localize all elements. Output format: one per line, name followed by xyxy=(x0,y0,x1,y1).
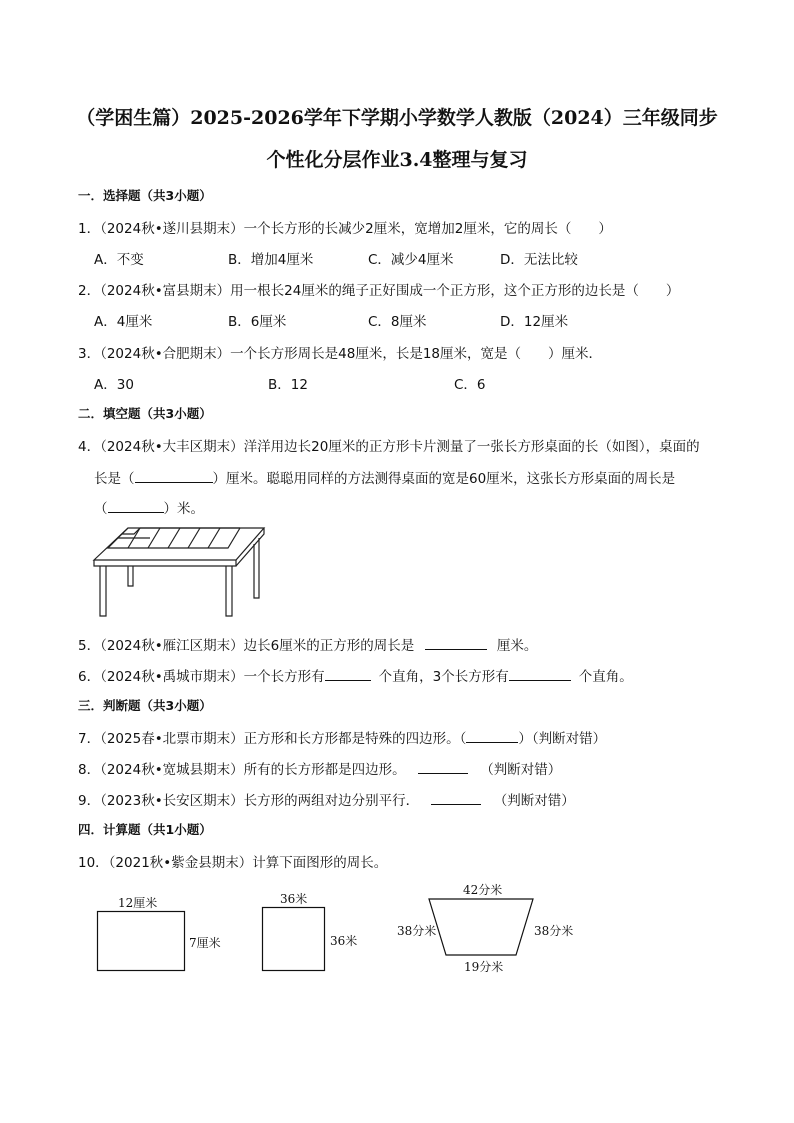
page-title-line1: （学困生篇）2025-2026学年下学期小学数学人教版（2024）三年级同步 xyxy=(76,107,718,129)
question-4-line3 xyxy=(94,497,204,517)
trapezoid-shape xyxy=(428,898,534,956)
q2-option-b: B．6厘米 xyxy=(228,314,287,330)
question-10: 10．（2021秋•紫金县期末）计算下面图形的周长。 xyxy=(78,855,388,871)
question-4-line1: 4．（2024秋•大丰区期末）洋洋用边长20厘米的正方形卡片测量了一张长方形桌面的长（如图），桌面的 xyxy=(78,439,700,455)
q1-option-c: C．减少4厘米 xyxy=(368,252,454,268)
question-5 xyxy=(78,634,537,654)
q6-text-c: 个直角。 xyxy=(578,669,633,685)
rectangle-shape xyxy=(97,911,185,971)
trapezoid-left-label: 38分米 xyxy=(397,924,437,938)
section-heading-fill: 二．填空题（共3小题） xyxy=(78,406,212,421)
q3-option-c: C．6 xyxy=(454,377,486,393)
question-6 xyxy=(78,665,633,685)
q9-text-a: 9．（2023秋•长安区期末）长方形的两组对边分别平行． xyxy=(78,793,420,809)
trapezoid-top-label: 42分米 xyxy=(463,883,503,897)
square-shape xyxy=(262,907,325,971)
q2-option-d: D．12厘米 xyxy=(500,314,569,330)
section-heading-choice: 一．选择题（共3小题） xyxy=(78,188,212,203)
square-side-label: 36米 xyxy=(330,934,358,948)
rect-side-label: 7厘米 xyxy=(189,936,221,950)
q4-answer-blank-2[interactable] xyxy=(108,498,164,513)
q6-answer-blank-1[interactable] xyxy=(325,666,371,681)
q8-answer-blank[interactable] xyxy=(418,759,468,774)
q3-option-b: B．12 xyxy=(268,377,308,393)
question-7 xyxy=(78,727,606,747)
q2-option-c: C．8厘米 xyxy=(368,314,427,330)
table-illustration xyxy=(88,524,272,620)
q9-answer-blank[interactable] xyxy=(431,790,481,805)
q4-text-d: ）米。 xyxy=(163,501,204,517)
question-4-line2 xyxy=(94,467,675,487)
q8-text-a: 8．（2024秋•宽城县期末）所有的长方形都是四边形。 xyxy=(78,762,406,778)
q5-answer-blank[interactable] xyxy=(425,635,487,650)
q6-text-a: 6．（2024秋•禹城市期末）一个长方形有 xyxy=(78,669,325,685)
question-9 xyxy=(78,789,575,809)
q1-option-a: A．不变 xyxy=(94,252,144,268)
q6-text-b: 个直角，3个长方形有 xyxy=(378,669,509,685)
square-top-label: 36米 xyxy=(280,892,308,906)
q5-text-a: 5．（2024秋•雁江区期末）边长6厘米的正方形的周长是 xyxy=(78,638,415,654)
q7-answer-blank[interactable] xyxy=(466,728,518,743)
q4-text-a: 长是（ xyxy=(94,471,135,487)
q7-text-b: ）（判断对错） xyxy=(518,731,607,747)
q1-option-d: D．无法比较 xyxy=(500,252,578,268)
page-title-line2: 个性化分层作业3.4整理与复习 xyxy=(266,149,528,171)
q1-option-b: B．增加4厘米 xyxy=(228,252,314,268)
trapezoid-right-label: 38分米 xyxy=(534,924,574,938)
q4-text-c: （ xyxy=(94,501,108,517)
q4-answer-blank-1[interactable] xyxy=(135,468,213,483)
section-heading-calc: 四．计算题（共1小题） xyxy=(78,822,212,837)
q7-text-a: 7．（2025春•北票市期末）正方形和长方形都是特殊的四边形。（ xyxy=(78,731,467,747)
q5-text-b: 厘米。 xyxy=(496,638,538,654)
section-heading-judge: 三．判断题（共3小题） xyxy=(78,698,212,713)
q2-option-a: A．4厘米 xyxy=(94,314,153,330)
question-2: 2．（2024秋•富县期末）用一根长24厘米的绳子正好围成一个正方形，这个正方形的边长是（ ） xyxy=(78,283,680,299)
q8-text-b: （判断对错） xyxy=(480,762,562,778)
q9-text-b: （判断对错） xyxy=(493,793,575,809)
trapezoid-bottom-label: 19分米 xyxy=(464,960,504,974)
rect-top-label: 12厘米 xyxy=(118,896,158,910)
question-1: 1．（2024秋•遂川县期末）一个长方形的长减少2厘米，宽增加2厘米，它的周长（ ） xyxy=(78,221,612,237)
q6-answer-blank-2[interactable] xyxy=(509,666,571,681)
question-3: 3．（2024秋•合肥期末）一个长方形周长是48厘米，长是18厘米，宽是（ ）厘米． xyxy=(78,346,603,362)
question-8 xyxy=(78,758,561,778)
q3-option-a: A．30 xyxy=(94,377,134,393)
q4-text-b: ）厘米。聪聪用同样的方法测得桌面的宽是60厘米，这张长方形桌面的周长是 xyxy=(212,471,676,487)
